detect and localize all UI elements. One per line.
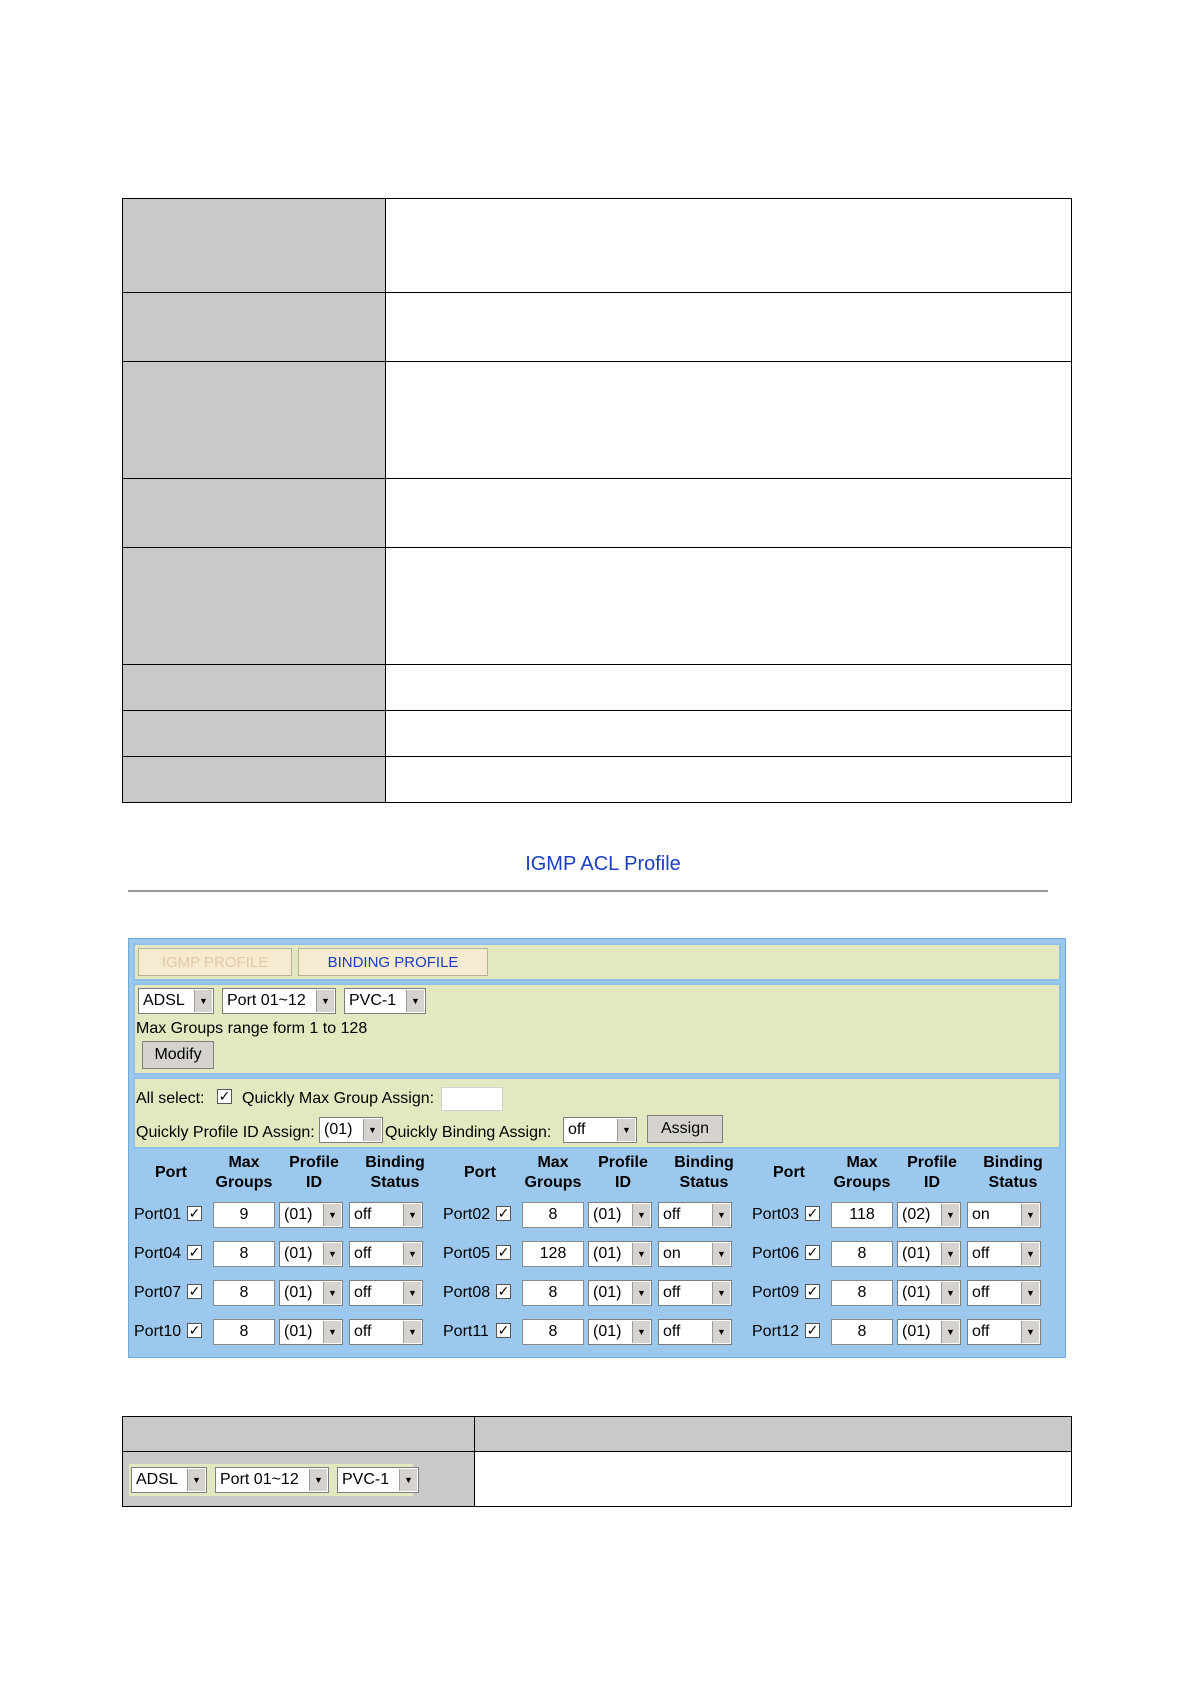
port-select-checkbox[interactable]: ✓ xyxy=(497,1283,510,1299)
col-header-max-groups: Max Groups xyxy=(524,1154,582,1191)
profile-id-value: (01) xyxy=(284,1245,313,1262)
binding-status-select[interactable] xyxy=(967,1241,1041,1267)
assign-button[interactable]: Assign xyxy=(647,1115,723,1143)
port-select-checkbox[interactable]: ✓ xyxy=(497,1205,510,1221)
port-label: Port12 xyxy=(752,1323,800,1340)
binding-status-value: off xyxy=(354,1206,372,1223)
dropdown-arrow-icon: ▼ xyxy=(712,1204,730,1226)
col-header-max-groups: Max Groups xyxy=(215,1154,273,1191)
dropdown-arrow-icon: ▼ xyxy=(403,1282,421,1304)
sample-interface-value: ADSL xyxy=(136,1471,178,1488)
dropdown-arrow-icon: ▼ xyxy=(941,1321,959,1343)
profile-id-value: (01) xyxy=(593,1206,622,1223)
param-cell xyxy=(123,1452,475,1507)
port-select-checkbox[interactable]: ✓ xyxy=(497,1244,510,1260)
port-select-checkbox[interactable]: ✓ xyxy=(188,1283,201,1299)
binding-status-value: off xyxy=(354,1245,372,1262)
port-grid-rows xyxy=(133,1196,1061,1351)
max-groups-range-note: Max Groups range form 1 to 128 xyxy=(136,1020,368,1037)
profile-id-value: (01) xyxy=(593,1245,622,1262)
col-header-port: Port xyxy=(773,1164,805,1181)
sample-interface-select[interactable] xyxy=(131,1467,207,1493)
desc-value-cell xyxy=(386,362,1072,479)
sample-pvc-value: PVC-1 xyxy=(342,1471,390,1488)
desc-value-cell xyxy=(386,479,1072,548)
profile-id-select[interactable] xyxy=(279,1280,343,1306)
dropdown-arrow-icon: ▼ xyxy=(632,1243,650,1265)
binding-status-select[interactable] xyxy=(349,1319,423,1345)
port-label: Port06 xyxy=(752,1245,800,1262)
dropdown-arrow-icon: ▼ xyxy=(399,1469,417,1491)
desc-value-cell xyxy=(386,665,1072,711)
binding-status-select[interactable] xyxy=(967,1319,1041,1345)
quick-binding-label: Quickly Binding Assign: xyxy=(385,1124,552,1141)
col-header-port: Port xyxy=(464,1164,496,1181)
dropdown-arrow-icon: ▼ xyxy=(403,1243,421,1265)
col-header-profile-id: Profile ID xyxy=(907,1154,957,1191)
profile-id-select[interactable] xyxy=(588,1202,652,1228)
dropdown-arrow-icon: ▼ xyxy=(632,1321,650,1343)
selector-section xyxy=(133,983,1061,1075)
binding-status-value: on xyxy=(663,1245,681,1262)
desc-label-cell xyxy=(123,548,386,665)
dropdown-arrow-icon: ▼ xyxy=(323,1204,341,1226)
dropdown-arrow-icon: ▼ xyxy=(1021,1282,1039,1304)
dropdown-arrow-icon: ▼ xyxy=(309,1469,327,1491)
desc-label-cell xyxy=(123,665,386,711)
sample-pvc-select[interactable] xyxy=(337,1467,419,1493)
quick-max-group-input[interactable] xyxy=(441,1087,503,1111)
port-range-select[interactable] xyxy=(222,988,336,1014)
port-label: Port01 xyxy=(134,1206,182,1223)
quick-binding-value: off xyxy=(568,1121,586,1138)
param-header-cell xyxy=(123,1417,475,1452)
table-row xyxy=(133,1274,1061,1312)
dropdown-arrow-icon: ▼ xyxy=(632,1282,650,1304)
profile-id-value: (01) xyxy=(902,1323,931,1340)
binding-status-select[interactable] xyxy=(967,1280,1041,1306)
binding-status-select[interactable] xyxy=(658,1202,732,1228)
max-groups-input[interactable]: 9 xyxy=(213,1202,275,1228)
profile-id-select[interactable] xyxy=(588,1280,652,1306)
dropdown-arrow-icon: ▼ xyxy=(941,1282,959,1304)
desc-label-cell xyxy=(123,362,386,479)
port-select-checkbox[interactable]: ✓ xyxy=(806,1283,819,1299)
tab-igmp-profile[interactable]: IGMP PROFILE xyxy=(138,948,292,976)
port-grid xyxy=(133,1151,1061,1351)
table-row xyxy=(133,1235,1061,1273)
dropdown-arrow-icon: ▼ xyxy=(1021,1204,1039,1226)
profile-id-value: (01) xyxy=(593,1323,622,1340)
pvc-select[interactable] xyxy=(344,988,426,1014)
binding-status-value: off xyxy=(354,1323,372,1340)
description-table xyxy=(122,198,1072,803)
port-label: Port09 xyxy=(752,1284,800,1301)
port-label: Port11 xyxy=(443,1323,489,1340)
dropdown-arrow-icon: ▼ xyxy=(632,1204,650,1226)
profile-id-select[interactable] xyxy=(588,1241,652,1267)
profile-id-value: (01) xyxy=(284,1206,313,1223)
port-select-checkbox[interactable]: ✓ xyxy=(806,1244,819,1260)
dropdown-arrow-icon: ▼ xyxy=(712,1282,730,1304)
parameter-table xyxy=(122,1416,1072,1507)
pvc-select-value: PVC-1 xyxy=(349,992,397,1009)
binding-status-select[interactable] xyxy=(658,1280,732,1306)
col-header-port: Port xyxy=(155,1164,187,1181)
profile-id-value: (01) xyxy=(902,1284,931,1301)
port-label: Port02 xyxy=(443,1206,491,1223)
selector-sample xyxy=(123,1452,474,1506)
quick-binding-select[interactable] xyxy=(563,1117,637,1143)
binding-status-select[interactable] xyxy=(349,1241,423,1267)
quick-profile-id-value: (01) xyxy=(324,1121,353,1138)
max-groups-input[interactable]: 8 xyxy=(522,1280,584,1306)
sample-port-range-select[interactable] xyxy=(215,1467,329,1493)
dropdown-arrow-icon: ▼ xyxy=(406,990,424,1012)
profile-id-value: (01) xyxy=(284,1284,313,1301)
dropdown-arrow-icon: ▼ xyxy=(403,1321,421,1343)
dropdown-arrow-icon: ▼ xyxy=(712,1321,730,1343)
desc-label-cell xyxy=(123,479,386,548)
binding-status-select[interactable] xyxy=(349,1280,423,1306)
desc-value-cell xyxy=(386,757,1072,803)
max-groups-input[interactable]: 8 xyxy=(213,1280,275,1306)
binding-status-value: off xyxy=(663,1206,681,1223)
binding-status-select[interactable] xyxy=(967,1202,1041,1228)
desc-value-cell xyxy=(386,548,1072,665)
profile-id-select[interactable] xyxy=(279,1202,343,1228)
tab-bar xyxy=(133,943,1061,981)
binding-status-select[interactable] xyxy=(658,1319,732,1345)
col-header-binding-status: Binding Status xyxy=(365,1154,425,1191)
profile-id-select[interactable] xyxy=(588,1319,652,1345)
igmp-acl-screenshot xyxy=(128,850,1068,892)
interface-select-value: ADSL xyxy=(143,992,185,1009)
profile-id-select[interactable] xyxy=(279,1241,343,1267)
profile-id-select[interactable] xyxy=(279,1319,343,1345)
dropdown-arrow-icon: ▼ xyxy=(316,990,334,1012)
page-title: IGMP ACL Profile xyxy=(525,853,681,875)
dropdown-arrow-icon: ▼ xyxy=(323,1321,341,1343)
port-label: Port03 xyxy=(752,1206,800,1223)
col-header-profile-id: Profile ID xyxy=(598,1154,648,1191)
quick-profile-id-select[interactable] xyxy=(319,1117,383,1143)
port-label: Port08 xyxy=(443,1284,491,1301)
quick-assign-section xyxy=(133,1077,1061,1149)
max-groups-input[interactable]: 8 xyxy=(522,1319,584,1345)
max-groups-input[interactable]: 8 xyxy=(213,1241,275,1267)
binding-status-value: off xyxy=(972,1284,990,1301)
col-header-binding-status: Binding Status xyxy=(983,1154,1043,1191)
binding-status-value: off xyxy=(972,1323,990,1340)
desc-value-cell xyxy=(386,293,1072,362)
dropdown-arrow-icon: ▼ xyxy=(712,1243,730,1265)
dropdown-arrow-icon: ▼ xyxy=(617,1119,635,1141)
title-divider xyxy=(128,890,1048,892)
binding-profile-panel xyxy=(128,938,1066,1358)
port-select-checkbox[interactable]: ✓ xyxy=(806,1205,819,1221)
dropdown-arrow-icon: ▼ xyxy=(1021,1321,1039,1343)
port-label: Port07 xyxy=(134,1284,182,1301)
dropdown-arrow-icon: ▼ xyxy=(194,990,212,1012)
max-groups-input[interactable]: 8 xyxy=(831,1241,893,1267)
port-range-select-value: Port 01~12 xyxy=(227,992,306,1009)
binding-status-value: on xyxy=(972,1206,990,1223)
max-groups-input[interactable]: 128 xyxy=(522,1241,584,1267)
port-select-checkbox[interactable]: ✓ xyxy=(188,1205,201,1221)
max-groups-input[interactable]: 118 xyxy=(831,1202,893,1228)
all-select-label: All select: xyxy=(136,1090,205,1107)
binding-status-value: off xyxy=(663,1284,681,1301)
binding-status-value: off xyxy=(972,1245,990,1262)
desc-label-cell xyxy=(123,293,386,362)
max-groups-input[interactable]: 8 xyxy=(522,1202,584,1228)
profile-id-select[interactable] xyxy=(897,1241,961,1267)
dropdown-arrow-icon: ▼ xyxy=(941,1204,959,1226)
profile-id-value: (01) xyxy=(902,1245,931,1262)
port-label: Port04 xyxy=(134,1245,182,1262)
dropdown-arrow-icon: ▼ xyxy=(403,1204,421,1226)
dropdown-arrow-icon: ▼ xyxy=(941,1243,959,1265)
desc-header-cell xyxy=(475,1417,1072,1452)
interface-select[interactable] xyxy=(138,988,214,1014)
profile-id-value: (01) xyxy=(593,1284,622,1301)
modify-button[interactable]: Modify xyxy=(142,1041,214,1069)
port-select-checkbox[interactable]: ✓ xyxy=(497,1322,510,1338)
port-grid-header xyxy=(133,1151,1061,1195)
dropdown-arrow-icon: ▼ xyxy=(323,1282,341,1304)
col-header-max-groups: Max Groups xyxy=(833,1154,891,1191)
profile-id-select[interactable] xyxy=(897,1319,961,1345)
desc-label-cell xyxy=(123,199,386,293)
profile-id-value: (01) xyxy=(284,1323,313,1340)
binding-status-value: off xyxy=(354,1284,372,1301)
desc-label-cell xyxy=(123,757,386,803)
max-groups-input[interactable]: 8 xyxy=(831,1319,893,1345)
col-header-profile-id: Profile ID xyxy=(289,1154,339,1191)
dropdown-arrow-icon: ▼ xyxy=(187,1469,205,1491)
port-label: Port10 xyxy=(134,1323,182,1340)
sample-port-range-value: Port 01~12 xyxy=(220,1471,299,1488)
desc-label-cell xyxy=(123,711,386,757)
dropdown-arrow-icon: ▼ xyxy=(1021,1243,1039,1265)
all-select-checkbox[interactable]: ✓ xyxy=(218,1088,231,1104)
binding-status-value: off xyxy=(663,1323,681,1340)
table-row xyxy=(133,1313,1061,1351)
port-select-checkbox[interactable]: ✓ xyxy=(806,1322,819,1338)
desc-value-cell xyxy=(386,199,1072,293)
port-select-checkbox[interactable]: ✓ xyxy=(188,1244,201,1260)
dropdown-arrow-icon: ▼ xyxy=(363,1119,381,1141)
binding-status-select[interactable] xyxy=(658,1241,732,1267)
table-row xyxy=(133,1196,1061,1234)
binding-status-select[interactable] xyxy=(349,1202,423,1228)
profile-id-select[interactable] xyxy=(897,1280,961,1306)
profile-id-select[interactable] xyxy=(897,1202,961,1228)
tab-binding-profile[interactable]: BINDING PROFILE xyxy=(298,948,488,976)
desc-value-cell xyxy=(386,711,1072,757)
port-select-checkbox[interactable]: ✓ xyxy=(188,1322,201,1338)
port-label: Port05 xyxy=(443,1245,491,1262)
dropdown-arrow-icon: ▼ xyxy=(323,1243,341,1265)
quick-profile-id-label: Quickly Profile ID Assign: xyxy=(136,1124,315,1141)
profile-id-value: (02) xyxy=(902,1206,931,1223)
max-groups-input[interactable]: 8 xyxy=(213,1319,275,1345)
max-groups-input[interactable]: 8 xyxy=(831,1280,893,1306)
quick-max-group-label: Quickly Max Group Assign: xyxy=(242,1090,435,1107)
col-header-binding-status: Binding Status xyxy=(674,1154,734,1191)
description-cell xyxy=(475,1452,1072,1507)
